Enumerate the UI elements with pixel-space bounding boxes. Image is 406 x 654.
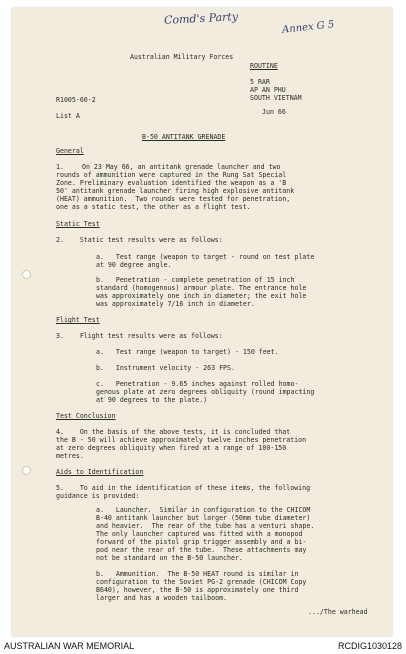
- launcher-line: B-40 antitank launcher but larger (50mm tube diameter): [96, 514, 311, 522]
- header-title: Australian Military Forces: [130, 53, 234, 61]
- unit-line-3: SOUTH VIETNAM: [250, 94, 302, 102]
- aids-intro: 5. To aid in the identification of these items, the following: [56, 484, 311, 492]
- general-line: Zone. Preliminary evaluation identified the weapon as a 'B: [56, 179, 287, 187]
- footer-source: AUSTRALIAN WAR MEMORIAL: [4, 641, 135, 651]
- conclusion-line: metres.: [56, 452, 84, 460]
- handwritten-note: Comd's Party: [163, 10, 239, 27]
- static-item-b: standard (homogenous) armour plate. The entrance hole: [96, 284, 307, 292]
- handwritten-annex: Annex G 5: [281, 19, 335, 36]
- launcher-line: pod near the rear of the tube. These attachments may: [96, 546, 307, 554]
- flight-item-c: at 90 degrees to the plate.): [96, 396, 208, 404]
- document-date: Jun 66: [262, 108, 286, 116]
- aids-intro: guidance is provided:: [56, 492, 140, 500]
- static-intro: 2. Static test results were as follows:: [56, 236, 223, 244]
- general-line: rounds of ammunition were captured in the Rung Sat Special: [56, 171, 287, 179]
- launcher-line: not be standard on the B-50 launcher.: [96, 554, 243, 562]
- general-line: On 23 May 66, an antitank grenade launcher and two: [82, 163, 281, 171]
- section-heading-flight: Flight Test: [56, 316, 100, 324]
- list-label: List A: [56, 112, 80, 120]
- ammunition-line: configuration to the Soviet PG-2 grenade (CHICOM Copy: [96, 578, 307, 586]
- general-line: (HEAT) ammunition. Two rounds were tested for penetration,: [56, 195, 291, 203]
- static-item-b: was approximately 7/16 inch in diameter.: [96, 300, 255, 308]
- section-heading-aids: Aids to Identification: [56, 468, 144, 476]
- conclusion-line: the B - 50 will achieve approximately twelve inches penetration: [56, 436, 307, 444]
- static-item-a: a. Test range (weapon to target - round on test plate: [96, 253, 315, 261]
- launcher-line: and heavier. The rear of the tube has a venturi shape.: [96, 522, 315, 530]
- section-heading-static: Static Test: [56, 220, 100, 228]
- conclusion-line: at zero degrees obliquity when fired at a range of 100-150: [56, 444, 287, 452]
- static-item-b: b. Penetration - complete penetration of 15 inch: [96, 276, 295, 284]
- general-line: 50' antitank grenade launcher firing high explosive antitank: [56, 187, 295, 195]
- document-title: B-50 ANTITANK GRENADE: [142, 133, 226, 141]
- classification: ROUTINE: [250, 62, 278, 70]
- conclusion-line: 4. On the basis of the above tests, it is concluded that: [56, 428, 291, 436]
- launcher-line: The only launcher captured was fitted with a monopod: [96, 530, 303, 538]
- flight-item-c: genous plate at zero degrees obliquity (round impacting: [96, 388, 315, 396]
- unit-line-1: 5 RAR: [250, 78, 270, 86]
- punch-hole-bottom: [22, 466, 31, 475]
- unit-line-2: AP AN PHU: [250, 86, 286, 94]
- section-heading-conclusion: Test Conclusion: [56, 412, 116, 420]
- reference-number: R1005-60-2: [56, 96, 96, 104]
- flight-item-b: b. Instrument velocity - 263 FPS.: [96, 364, 235, 372]
- document-page: [12, 8, 392, 636]
- launcher-line: forward of the pistol grip trigger assembly and a bi-: [96, 538, 307, 546]
- launcher-line: a. Launcher. Similar in configuration to the CHICOM: [96, 506, 311, 514]
- flight-intro: 3. Flight test results were as follows:: [56, 332, 223, 340]
- ammunition-line: larger and has a wooden tailboom.: [96, 594, 228, 602]
- punch-hole-top: [22, 270, 31, 279]
- static-item-b: was approximately one inch in diameter; the exit hole: [96, 292, 307, 300]
- ammunition-line: B640), however, the B-50 is approximately one third: [96, 586, 299, 594]
- section-heading-general: General: [56, 147, 84, 155]
- flight-item-a: a. Test range (weapon to target) - 150 feet.: [96, 348, 279, 356]
- continuation-note: .../The warhead: [308, 608, 368, 616]
- flight-item-c: c. Penetration - 9.65 inches against rolled homo-: [96, 380, 299, 388]
- footer-identifier: RCDIG1030128: [337, 641, 402, 651]
- paragraph-number: 1.: [56, 163, 64, 171]
- static-item-a: at 90 degree angle.: [96, 261, 172, 269]
- ammunition-line: b. Ammunition. The B-50 HEAT round is similar in: [96, 570, 299, 578]
- general-line: one as a static test, the other as a flight test.: [56, 203, 251, 211]
